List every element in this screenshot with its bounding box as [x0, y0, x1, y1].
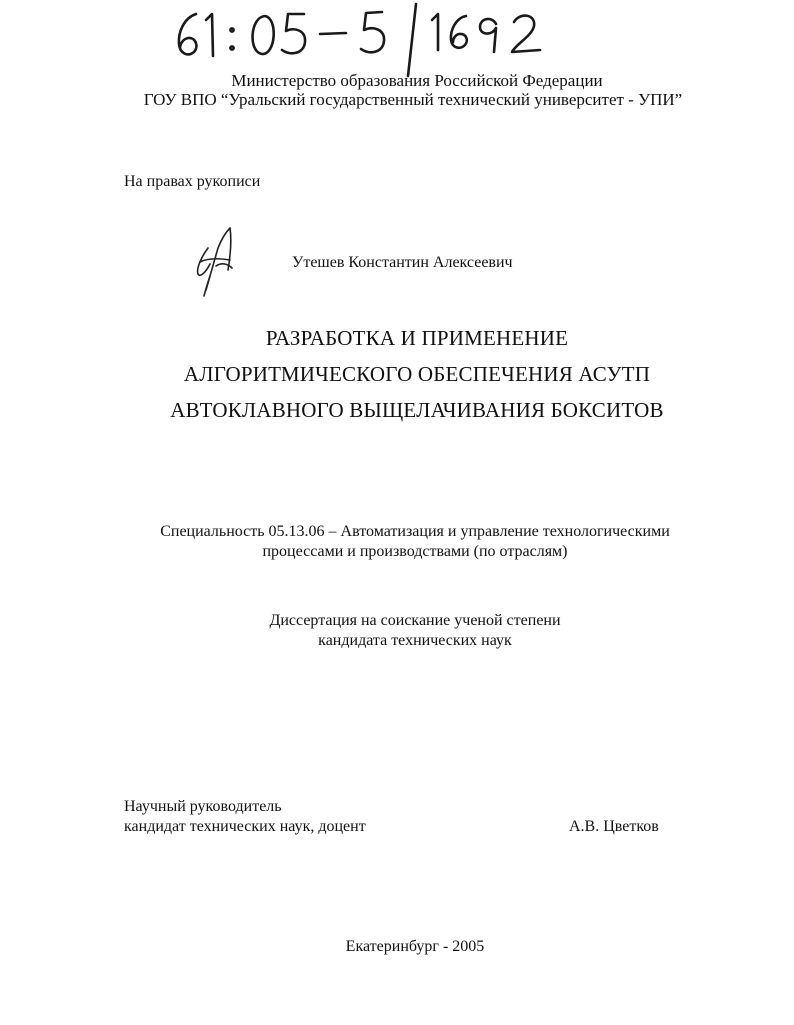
advisor-label: Научный руководитель: [124, 798, 282, 815]
manuscript-rights-note: На правах рукописи: [124, 173, 261, 190]
thesis-title-line-3: АВТОКЛАВНОГО ВЫЩЕЛАЧИВАНИЯ БОКСИТОВ: [170, 398, 664, 422]
thesis-title-line-2: АЛГОРИТМИЧЕСКОГО ОБЕСПЕЧЕНИЯ АСУТП: [183, 362, 651, 386]
degree-line-2: кандидата технических наук: [318, 632, 512, 649]
thesis-title-line-1: РАЗРАБОТКА И ПРИМЕНЕНИЕ: [265, 326, 569, 350]
archive-code-text: 61:05-5/1692: [170, 0, 176, 1]
signature-icon: [186, 218, 246, 300]
advisor-credentials: кандидат технических наук, доцент: [124, 818, 366, 835]
city-year-text: Екатеринбург - 2005: [345, 938, 485, 955]
city-year: [0, 937, 794, 957]
advisor-name: А.В. Цветков: [569, 818, 659, 835]
handwritten-archive-code: [170, 0, 590, 82]
ministry-name: Министерство образования Российской Федерации: [231, 71, 603, 90]
degree-line-1: Диссертация на соискание ученой степени: [269, 612, 561, 629]
specialty-line-1: Специальность 05.13.06 – Автоматизация и управление технологическими: [160, 523, 670, 540]
university-name: ГОУ ВПО “Уральский государственный технический университет - УПИ”: [143, 90, 683, 109]
specialty-line-2: процессами и производствами (по отраслям): [262, 543, 568, 560]
author-name: Утешев Константин Алексеевич: [292, 254, 513, 271]
